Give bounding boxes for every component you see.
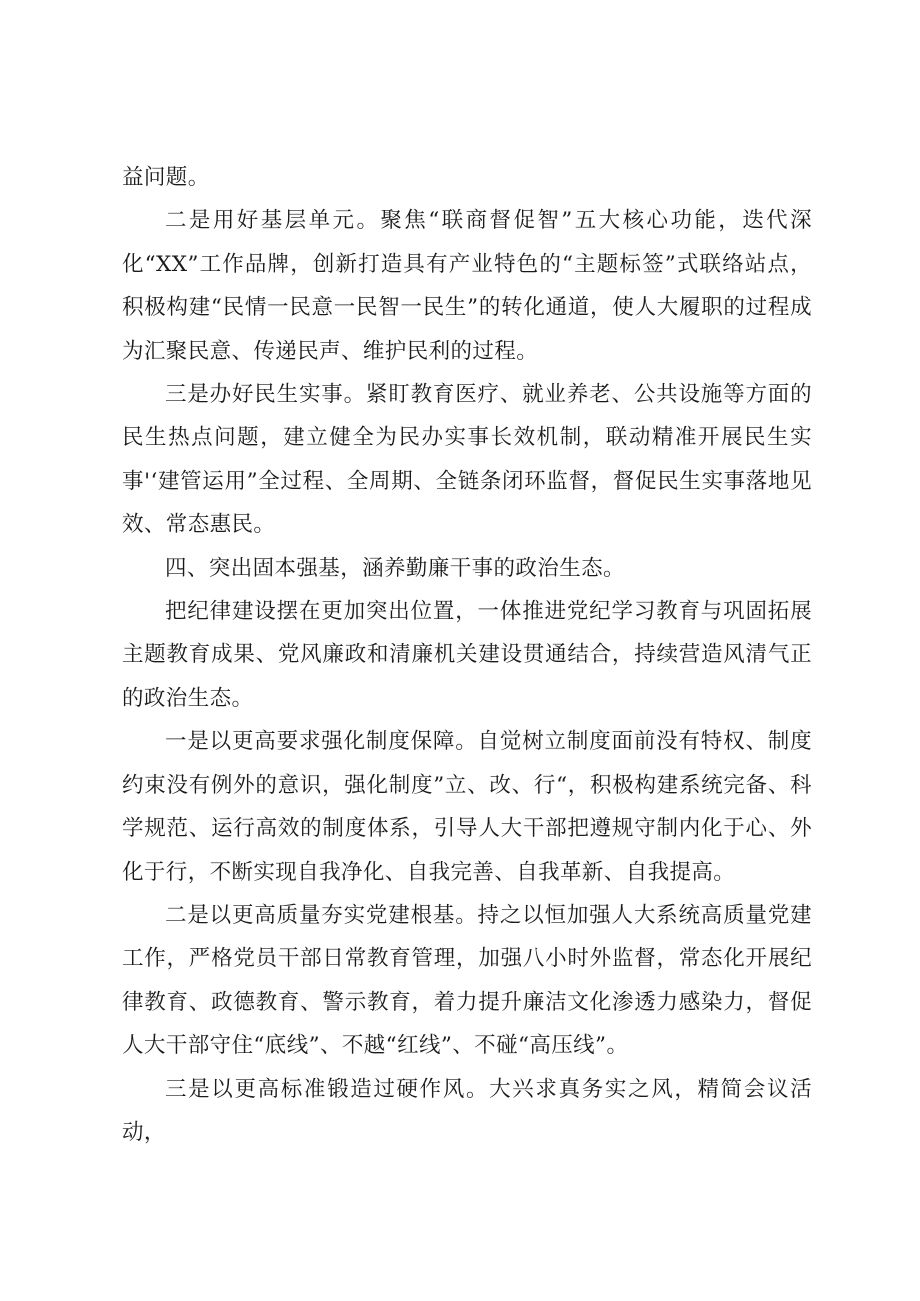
paragraph-continuation: 益问题。: [122, 165, 210, 190]
paragraph-party-building: 二是以更高质量夯实党建根基。持之以恒加强人大系统高质量党建工作，严格党员干部日常教育管理，加强八小时外监督，常态化开展纪律教育、政德教育、警示教育，着力提升廉洁文化渗透力感染力，督促人大干部守住“底线”、不越“红线”、不碰“高压线”。: [122, 902, 812, 1059]
section-heading-four: 四、突出固本强基，涵养勤廉干事的政治生态。: [165, 555, 625, 581]
paragraph-discipline-building: 把纪律建设摆在更加突出位置，一体推进党纪学习教育与巩固拓展主题教育成果、党风廉政和清廉机关建设贯通结合，持续营造风清气正的政治生态。: [122, 599, 812, 711]
paragraph-grassroots-units: 二是用好基层单元。聚焦“联商督促智”五大核心功能，迭代深化“XX”工作品牌，创新打造具有产业特色的“主题标签”式联络站点，积极构建“民情一民意一民智一民生”的转化通道，使人大履职的过程成为汇聚民意、传递民声、维护民利的过程。: [122, 208, 812, 364]
document-body: [122, 156, 812, 1154]
paragraph-livelihood-projects: 三是办好民生实事。紧盯教育医疗、就业养老、公共设施等方面的民生热点问题，建立健全为民办实事长效机制，联动精准开展民生实事'‘建管运用”全过程、全周期、全链条闭环监督，督促民生实事落地见效、常态惠民。: [122, 382, 812, 538]
paragraph-work-style: 三是以更高标准锻造过硬作风。大兴求真务实之风，精简会议活动，: [122, 1076, 812, 1145]
paragraph-institutional-guarantee: 一是以更高要求强化制度保障。自觉树立制度面前没有特权、制度约束没有例外的意识，强化制度”立、改、行“，积极构建系统完备、科学规范、运行高效的制度体系，引导人大干部把遵规守制内化于心、外化于行，不断实现自我净化、自我完善、自我革新、自我提高。: [122, 729, 812, 885]
